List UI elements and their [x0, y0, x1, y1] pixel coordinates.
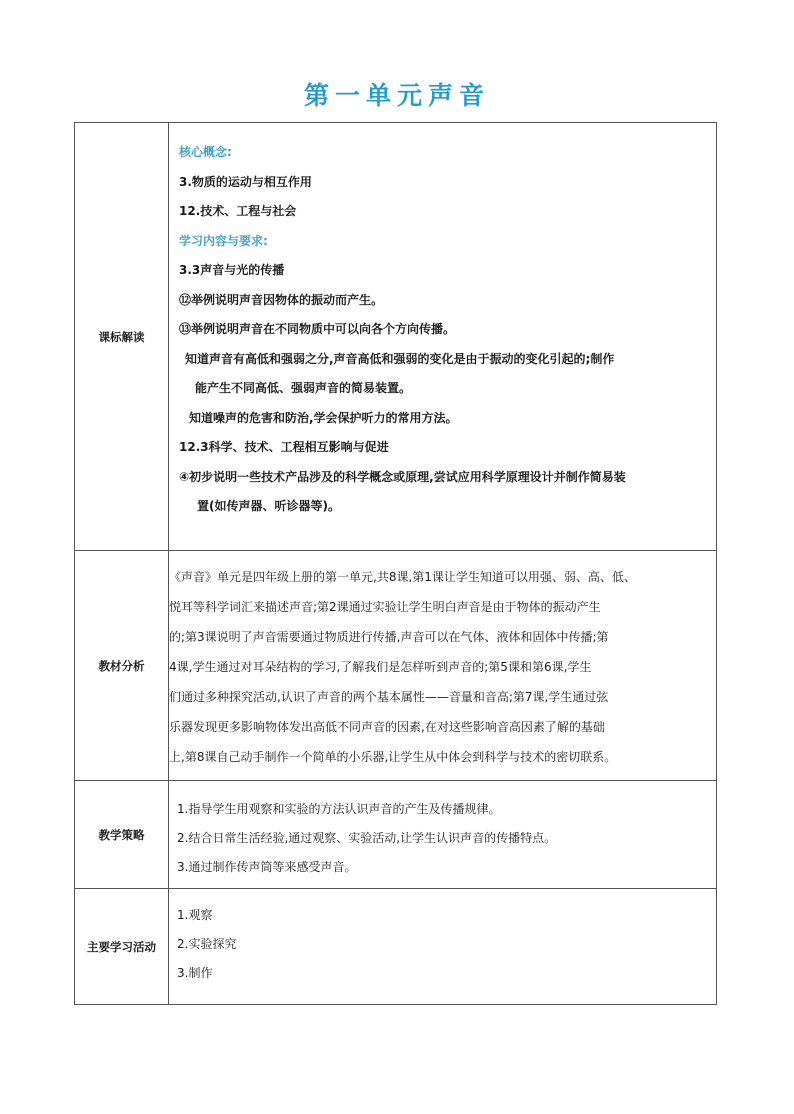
strategy-line: 2.结合日常生活经验,通过观察、实验活动,让学生认识声音的传播特点。 — [177, 831, 557, 845]
lesson-plan-table — [74, 122, 717, 1005]
standards-line: 知道声音有高低和强弱之分,声音高低和强弱的变化是由于振动的变化引起的;制作 — [185, 351, 615, 366]
standards-line: 知道噪声的危害和防治,学会保护听力的常用方法。 — [189, 410, 458, 425]
row-label-analysis: 教材分析 — [75, 551, 169, 781]
row-label-strategy: 教学策略 — [75, 781, 169, 889]
analysis-line: 上,第8课自己动手制作一个简单的小乐器,让学生从中体会到科学与技术的密切联系。 — [169, 750, 617, 764]
activity-line: 1.观察 — [177, 908, 213, 922]
activity-line: 2.实验探究 — [177, 937, 237, 951]
standards-line: 3.3声音与光的传播 — [179, 263, 285, 277]
activity-line: 3.制作 — [177, 966, 213, 980]
table-row-strategy — [75, 781, 717, 889]
row-label-activities: 主要学习活动 — [75, 889, 169, 1005]
standards-content — [169, 123, 717, 551]
row-label-standards: 课标解读 — [75, 123, 169, 551]
analysis-line: 4课,学生通过对耳朵结构的学习,了解我们是怎样听到声音的;第5课和第6课,学生 — [169, 660, 592, 674]
analysis-line: 的;第3课说明了声音需要通过物质进行传播,声音可以在气体、液体和固体中传播;第 — [169, 630, 609, 644]
strategy-line: 1.指导学生用观察和实验的方法认识声音的产生及传播规律。 — [177, 802, 501, 816]
standards-line: 3.物质的运动与相互作用 — [179, 174, 312, 189]
analysis-content — [169, 551, 717, 781]
standards-line: ④初步说明一些技术产品涉及的科学概念或原理,尝试应用科学原理设计并制作简易装 — [179, 469, 626, 484]
standards-line: 12.3科学、技术、工程相互影响与促进 — [179, 440, 389, 454]
table-row-standards — [75, 123, 717, 551]
strategy-content — [169, 781, 717, 889]
standards-line: ⑫举例说明声音因物体的振动而产生。 — [179, 292, 384, 307]
standards-line: ⑬举例说明声音在不同物质中可以向各个方向传播。 — [179, 322, 456, 336]
analysis-line: 乐器发现更多影响物体发出高低不同声音的因素,在对这些影响音高因素了解的基础 — [169, 720, 605, 734]
table-row-activities — [75, 889, 717, 1005]
table-row-analysis — [75, 551, 717, 781]
page-title: 第一单元声音 — [303, 81, 490, 110]
analysis-line: 们通过多种探究活动,认识了声音的两个基本属性——音量和音高;第7课,学生通过弦 — [169, 690, 609, 704]
standards-line: 12.技术、工程与社会 — [179, 204, 297, 218]
standards-line: 置(如传声器、听诊器等)。 — [197, 499, 340, 513]
core-concept-heading: 核心概念: — [179, 145, 232, 159]
analysis-line: 悦耳等科学词汇来描述声音;第2课通过实验让学生明白声音是由于物体的振动产生 — [169, 600, 601, 614]
analysis-line: 《声音》单元是四年级上册的第一单元,共8课,第1课让学生知道可以用强、弱、高、低、 — [169, 570, 636, 584]
learning-requirements-heading: 学习内容与要求: — [179, 233, 268, 248]
strategy-line: 3.通过制作传声筒等来感受声音。 — [177, 860, 357, 874]
activities-content — [169, 889, 717, 1005]
standards-line: 能产生不同高低、强弱声音的简易装置。 — [195, 381, 412, 395]
